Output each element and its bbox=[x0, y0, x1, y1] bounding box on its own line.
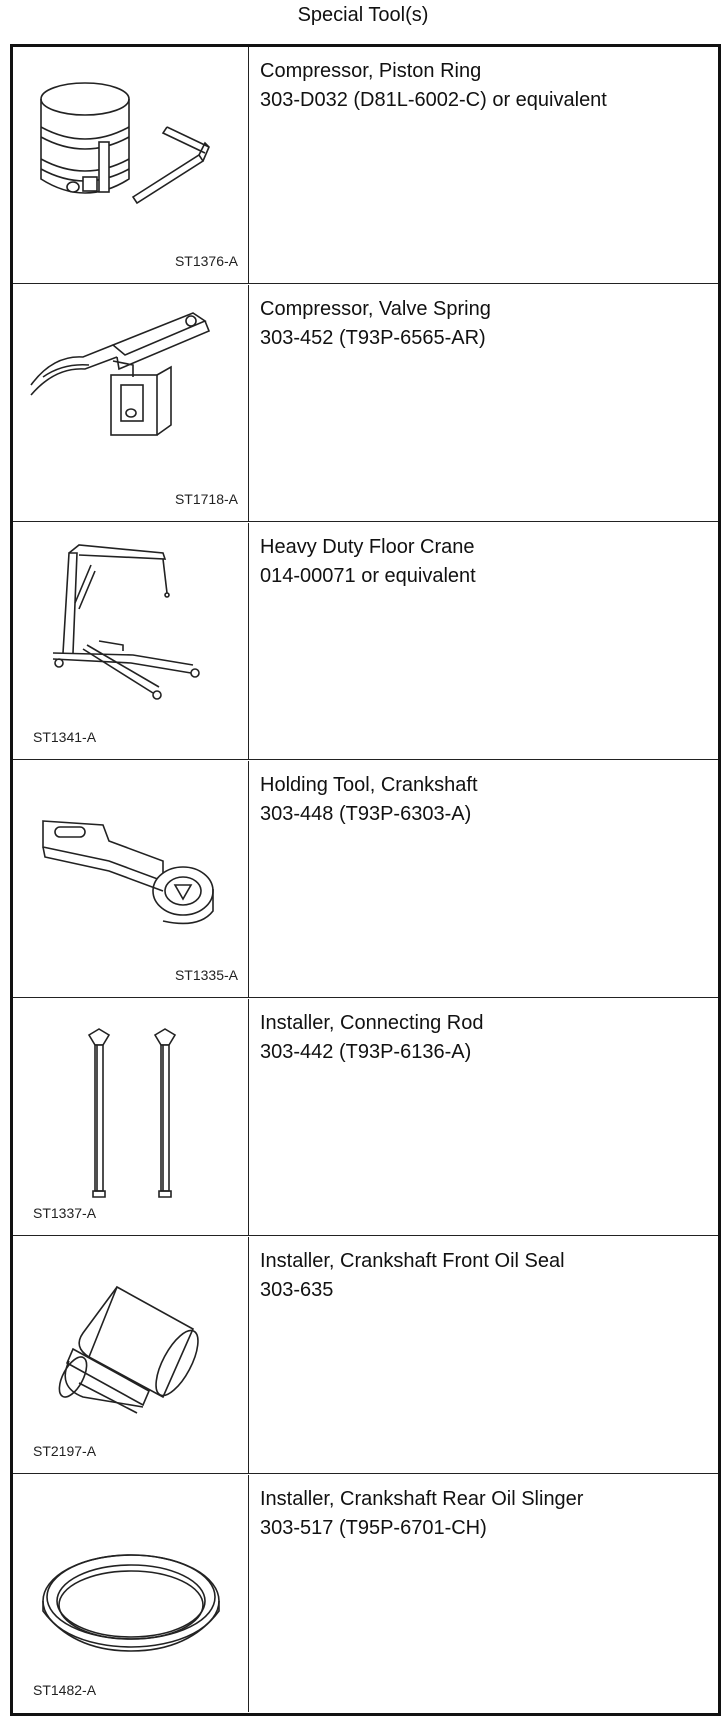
tool-part-number: 303-517 (T95P-6701-CH) bbox=[260, 1517, 487, 1539]
piston-ring-compressor-icon bbox=[13, 47, 249, 284]
front-oil-seal-installer-icon bbox=[13, 1237, 249, 1474]
tool-code: ST2197-A bbox=[33, 1443, 97, 1459]
floor-crane-icon bbox=[13, 523, 249, 760]
rear-oil-slinger-installer-icon bbox=[13, 1475, 249, 1712]
tool-code: ST1337-A bbox=[33, 1205, 97, 1221]
special-tools-table bbox=[10, 44, 721, 1716]
tool-part-number: 303-635 bbox=[260, 1279, 334, 1301]
tool-code: ST1718-A bbox=[174, 491, 238, 507]
tool-part-number: 303-442 (T93P-6136-A) bbox=[260, 1041, 472, 1063]
tool-code: ST1376-A bbox=[174, 253, 238, 269]
tool-code: ST1482-A bbox=[33, 1682, 97, 1698]
tool-name: Compressor, Valve Spring bbox=[260, 298, 491, 320]
tool-part-number: 303-452 (T93P-6565-AR) bbox=[260, 327, 486, 349]
tool-name: Installer, Connecting Rod bbox=[260, 1012, 484, 1034]
tool-name: Installer, Crankshaft Rear Oil Slinger bbox=[260, 1488, 584, 1510]
page-title: Special Tool(s) bbox=[297, 4, 429, 26]
table-row bbox=[13, 523, 718, 760]
tool-illustration-cell bbox=[13, 1475, 249, 1712]
table-row bbox=[13, 999, 718, 1236]
valve-spring-compressor-icon bbox=[13, 285, 249, 522]
crankshaft-holding-tool-icon bbox=[13, 761, 249, 998]
tool-illustration-cell bbox=[13, 47, 249, 283]
tool-illustration-cell bbox=[13, 999, 249, 1235]
table-row bbox=[13, 285, 718, 522]
tool-illustration-cell bbox=[13, 523, 249, 759]
tool-part-number: 303-D032 (D81L-6002-C) or equivalent bbox=[260, 89, 607, 111]
tool-part-number: 303-448 (T93P-6303-A) bbox=[260, 803, 472, 825]
table-row bbox=[13, 761, 718, 998]
tool-code: ST1335-A bbox=[174, 967, 238, 983]
table-row bbox=[13, 1237, 718, 1474]
table-row bbox=[13, 47, 718, 284]
tool-illustration-cell bbox=[13, 761, 249, 997]
tool-illustration-cell bbox=[13, 1237, 249, 1473]
tool-part-number: 014-00071 or equivalent bbox=[260, 565, 476, 587]
tool-illustration-cell bbox=[13, 285, 249, 521]
tool-name: Compressor, Piston Ring bbox=[260, 60, 482, 82]
tool-code: ST1341-A bbox=[33, 729, 97, 745]
tool-name: Holding Tool, Crankshaft bbox=[260, 774, 478, 796]
connecting-rod-installer-icon bbox=[13, 999, 249, 1236]
table-row bbox=[13, 1475, 718, 1712]
tool-name: Heavy Duty Floor Crane bbox=[260, 536, 475, 558]
tool-name: Installer, Crankshaft Front Oil Seal bbox=[260, 1250, 565, 1272]
